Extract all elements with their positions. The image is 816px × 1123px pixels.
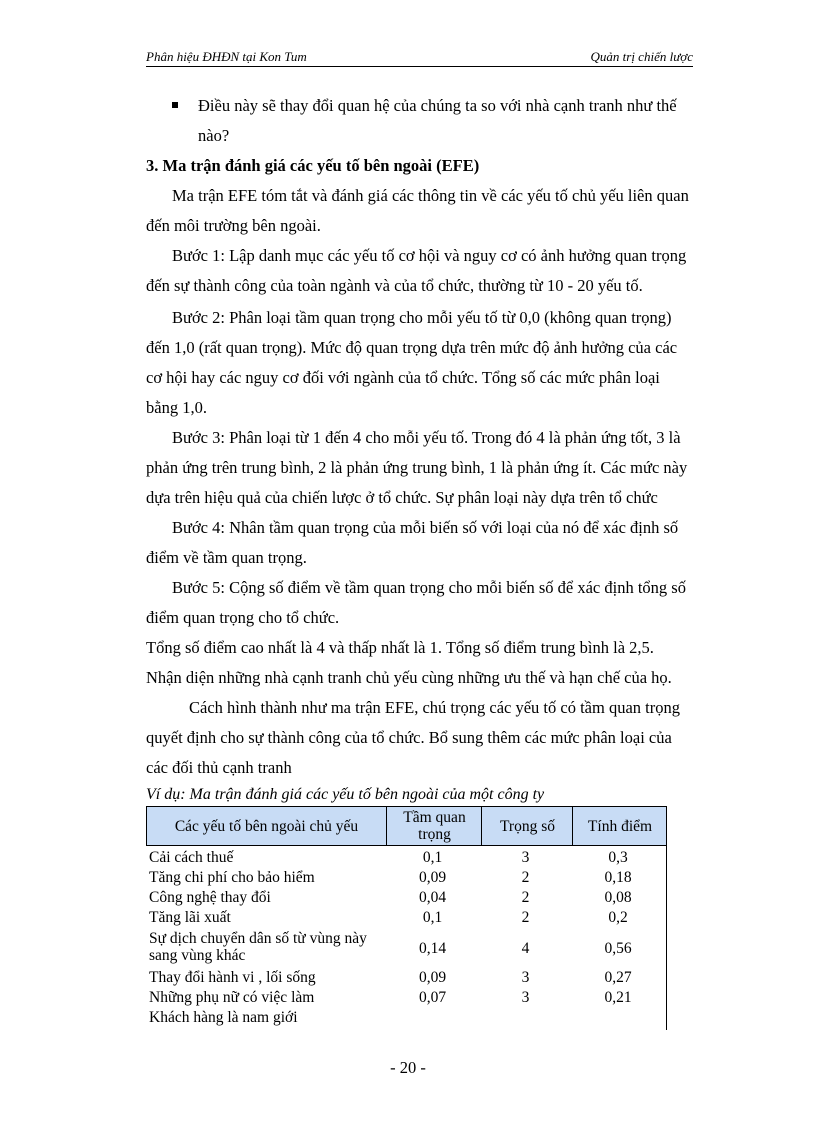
cell-weight: 0,09 — [418, 969, 447, 986]
paragraph-line: Bước 5: Cộng số điểm về tầm quan trọng cho mỗi biến số để xác định tổng số — [172, 578, 686, 597]
paragraph-line: đến sự thành công của toàn ngành và của tổ chức, thường từ 10 - 20 yếu tố. — [146, 276, 643, 295]
page-header — [146, 48, 693, 67]
cell-rating: 3 — [521, 989, 530, 1006]
bullet-line-2: nào? — [198, 126, 230, 145]
cell-rating: 3 — [521, 969, 530, 986]
paragraph-line: Bước 4: Nhân tầm quan trọng của mỗi biến số với loại của nó để xác định số — [172, 518, 679, 537]
efe-table — [146, 806, 668, 1030]
column-header-factor: Các yếu tố bên ngoài chủ yếu — [174, 817, 359, 835]
page-number: - 20 - — [390, 1058, 426, 1077]
paragraph-line: các đối thủ cạnh tranh — [146, 758, 292, 777]
paragraph-line: cơ hội hay các nguy cơ đối với ngành của tổ chức. Tổng số các mức phân loại — [146, 368, 660, 387]
paragraph-line: Nhận diện những nhà cạnh tranh chủ yếu cùng những ưu thế và hạn chế của họ. — [146, 668, 672, 687]
cell-score: 0,27 — [604, 969, 632, 986]
column-header-score: Tính điểm — [572, 807, 667, 845]
cell-weight: 0,04 — [418, 889, 447, 906]
paragraph-line: đến 1,0 (rất quan trọng). Mức độ quan trọng dựa trên mức độ ảnh hưởng của các — [146, 338, 678, 357]
section-title: 3. Ma trận đánh giá các yếu tố bên ngoài (EFE) — [146, 156, 480, 175]
paragraph-line: đến môi trường bên ngoài. — [146, 216, 321, 235]
cell-rating: 4 — [521, 940, 530, 957]
bullet-square-icon — [172, 102, 178, 108]
paragraph-line: bằng 1,0. — [146, 398, 207, 417]
cell-weight: 0,1 — [422, 849, 443, 866]
cell-factor: Tăng lãi xuất — [149, 909, 231, 926]
cell-weight: 0,09 — [418, 869, 447, 886]
cell-score: 0,3 — [608, 849, 628, 866]
cell-rating: 2 — [521, 909, 530, 926]
cell-factor: Khách hàng là nam giới — [149, 1009, 298, 1026]
column-header-importance: Tầm quan trọng — [386, 807, 482, 845]
cell-factor: Tăng chi phí cho bảo hiểm — [149, 869, 315, 886]
paragraph-line: quyết định cho sự thành công của tổ chức. Bổ sung thêm các mức phân loại của — [146, 728, 672, 747]
paragraph-line: Cách hình thành như ma trận EFE, chú trọng các yếu tố có tầm quan trọng — [189, 698, 680, 717]
cell-score: 0,08 — [604, 889, 632, 906]
cell-factor: Công nghệ thay đổi — [149, 889, 271, 906]
column-header-rating: Trọng số — [481, 807, 573, 845]
table-header-row — [146, 806, 667, 846]
cell-weight: 0,07 — [418, 989, 447, 1006]
paragraph-line: điểm quan trọng cho tổ chức. — [146, 608, 340, 627]
table-row — [146, 930, 666, 970]
paragraph-line: Bước 1: Lập danh mục các yếu tố cơ hội và nguy cơ có ảnh hưởng quan trọng — [172, 246, 687, 265]
cell-rating: 3 — [521, 849, 530, 866]
cell-weight: 0,14 — [418, 940, 447, 957]
cell-factor: Những phụ nữ có việc làm — [149, 989, 315, 1006]
cell-factor: Cải cách thuế — [149, 849, 234, 866]
paragraph-line: Tổng số điểm cao nhất là 4 và thấp nhất là 1. Tổng số điểm trung bình là 2,5. — [146, 638, 654, 657]
cell-score: 0,18 — [604, 869, 632, 886]
bullet-line-1: Điều này sẽ thay đổi quan hệ của chúng ta so với nhà cạnh tranh như thế — [198, 96, 677, 115]
cell-factor — [149, 930, 385, 964]
paragraph-line: Bước 3: Phân loại từ 1 đến 4 cho mỗi yếu tố. Trong đó 4 là phản ứng tốt, 3 là — [172, 428, 681, 447]
table-right-border — [666, 846, 667, 1030]
cell-rating: 2 — [521, 869, 530, 886]
cell-weight: 0,1 — [422, 909, 443, 926]
header-right-text: Quản trị chiến lược — [590, 49, 693, 64]
cell-factor: Thay đổi hành vi , lối sống — [149, 969, 316, 986]
cell-score: 0,2 — [608, 909, 628, 926]
cell-factor-line-1: Sự dịch chuyển dân số từ vùng này — [149, 930, 367, 947]
paragraph-line: Bước 2: Phân loại tầm quan trọng cho mỗi yếu tố từ 0,0 (không quan trọng) — [172, 308, 672, 327]
header-left-text: Phân hiệu ĐHĐN tại Kon Tum — [146, 49, 307, 64]
paragraph-line: điểm về tầm quan trọng. — [146, 548, 307, 567]
paragraph-line: Ma trận EFE tóm tắt và đánh giá các thông tin về các yếu tố chủ yếu liên quan — [172, 186, 689, 205]
cell-score: 0,21 — [604, 989, 632, 1006]
cell-rating: 2 — [521, 889, 530, 906]
paragraph-line: phản ứng trên trung bình, 2 là phản ứng trung bình, 1 là phản ứng ít. Các mức này — [146, 458, 688, 477]
paragraph-line: dựa trên hiệu quả của chiến lược ở tổ chức. Sự phân loại này dựa trên tổ chức — [146, 488, 658, 507]
cell-score: 0,56 — [604, 940, 632, 957]
table-caption: Ví dụ: Ma trận đánh giá các yếu tố bên ngoài của một công ty — [146, 786, 545, 803]
cell-factor-line-2: sang vùng khác — [149, 947, 246, 964]
